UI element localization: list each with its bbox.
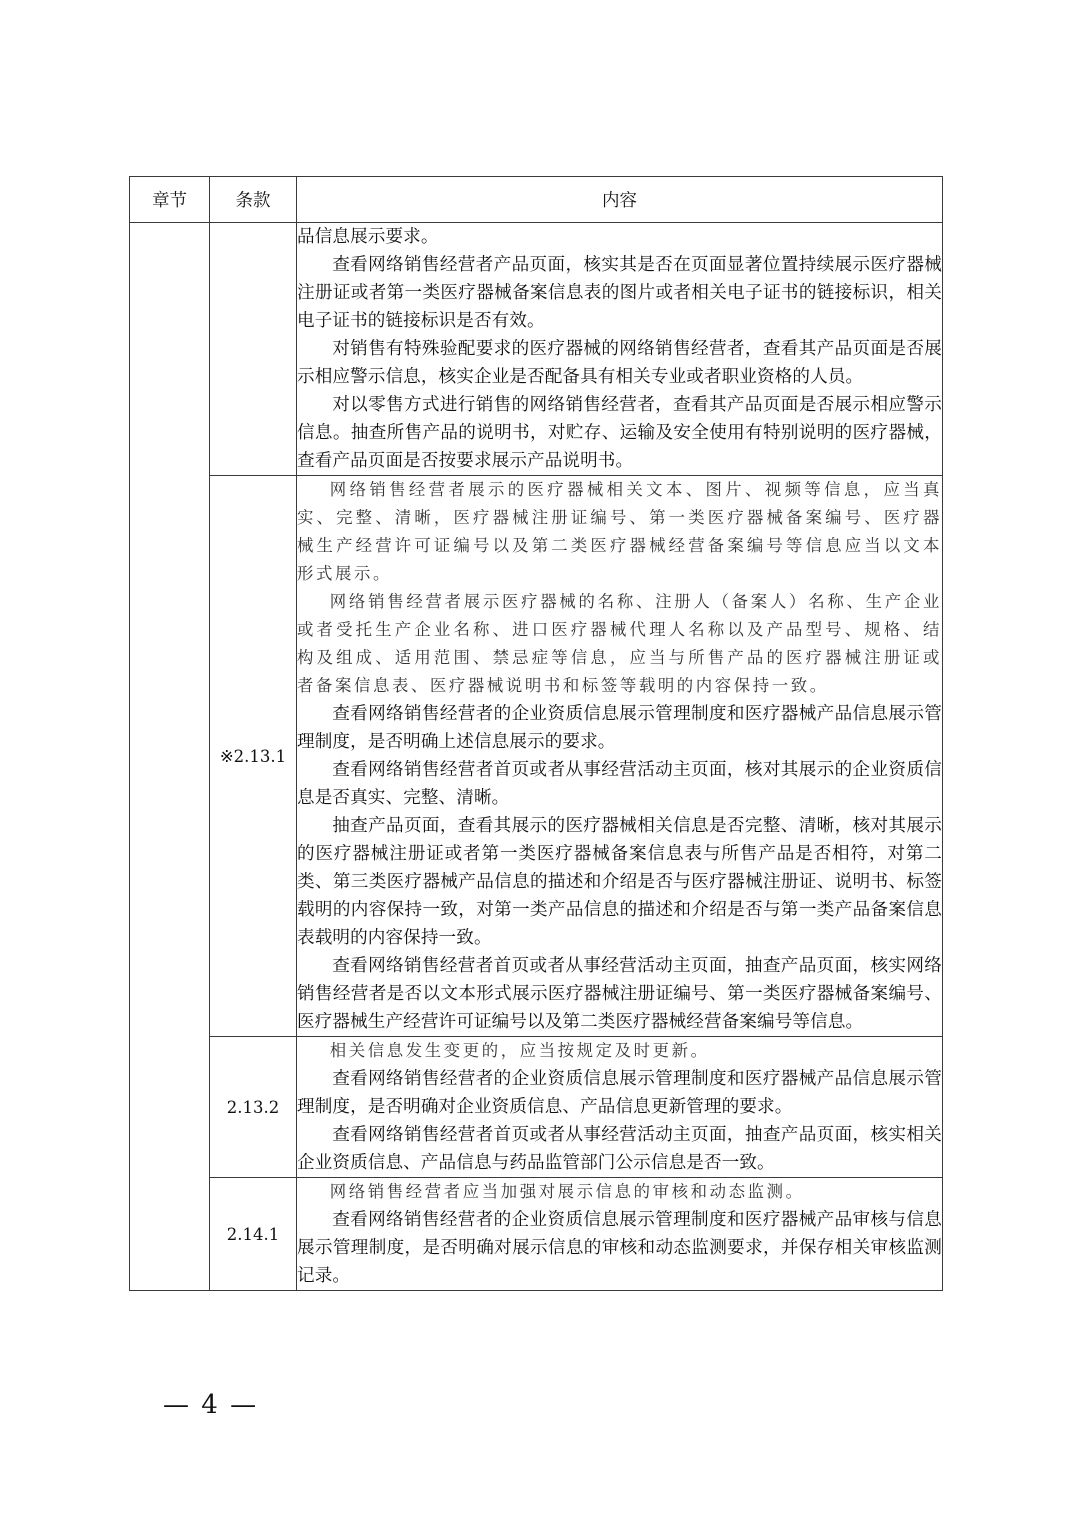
table-row — [130, 1178, 943, 1291]
requirement-paragraph: 网络销售经营者展示的医疗器械相关文本、图片、视频等信息，应当真实、完整、清晰，医疗器械注册证编号、第一类医疗器械备案编号、医疗器械生产经营许可证编号以及第二类医疗器械经营备案编号等信息应当以文本形式展示。 — [297, 480, 942, 583]
inspection-paragraph: 抽查产品页面，查看其展示的医疗器械相关信息是否完整、清晰，核对其展示的医疗器械注册证或者第一类医疗器械备案信息表与所售产品是否相符，对第二类、第三类医疗器械产品信息的描述和介绍是否与医疗器械注册证、说明书、标签载明的内容保持一致，对第一类产品信息的描述和介绍是否与第一类产品备案信息表载明的内容保持一致。 — [297, 816, 942, 948]
clause-cell: 2.13.2 — [210, 1037, 297, 1178]
clause-cell: 2.14.1 — [210, 1178, 297, 1291]
chapter-cell — [130, 223, 210, 1291]
header-chapter: 章节 — [130, 177, 210, 223]
table-header-row — [130, 177, 943, 223]
table-body — [130, 223, 943, 1291]
inspection-paragraph: 查看网络销售经营者首页或者从事经营活动主页面，抽查产品页面，核实网络销售经营者是否以文本形式展示医疗器械注册证编号、第一类医疗器械备案编号、医疗器械生产经营许可证编号以及第二类医疗器械经营备案编号等信息。 — [297, 956, 942, 1032]
clause-cell: ※2.13.1 — [210, 476, 297, 1037]
content-cell — [297, 1178, 943, 1291]
content-cell — [297, 476, 943, 1037]
inspection-paragraph: 对销售有特殊验配要求的医疗器械的网络销售经营者，查看其产品页面是否展示相应警示信息，核实企业是否配备具有相关专业或者职业资格的人员。 — [297, 339, 942, 387]
table-row — [130, 1037, 943, 1178]
inspection-paragraph: 对以零售方式进行销售的网络销售经营者，查看其产品页面是否展示相应警示信息。抽查所售产品的说明书，对贮存、运输及安全使用有特别说明的医疗器械，查看产品页面是否按要求展示产品说明书。 — [297, 395, 942, 471]
header-clause: 条款 — [210, 177, 297, 223]
header-content: 内容 — [297, 177, 943, 223]
requirement-paragraph: 网络销售经营者展示医疗器械的名称、注册人（备案人）名称、生产企业或者受托生产企业名称、进口医疗器械代理人名称以及产品型号、规格、结构及组成、适用范围、禁忌症等信息，应当与所售产品的医疗器械注册证或者备案信息表、医疗器械说明书和标签等载明的内容保持一致。 — [297, 592, 942, 695]
requirement-paragraph: 网络销售经营者应当加强对展示信息的审核和动态监测。 — [329, 1182, 805, 1201]
table-row — [130, 476, 943, 1037]
inspection-paragraph: 查看网络销售经营者首页或者从事经营活动主页面，核对其展示的企业资质信息是否真实、完整、清晰。 — [297, 760, 942, 808]
requirement-paragraph: 相关信息发生变更的，应当按规定及时更新。 — [329, 1041, 710, 1060]
table-row — [130, 223, 943, 476]
inspection-paragraph: 查看网络销售经营者的企业资质信息展示管理制度和医疗器械产品信息展示管理制度，是否明确对企业资质信息、产品信息更新管理的要求。 — [297, 1069, 942, 1117]
content-cell — [297, 1037, 943, 1178]
inspection-table — [129, 176, 943, 1291]
inspection-paragraph: 查看网络销售经营者的企业资质信息展示管理制度和医疗器械产品信息展示管理制度，是否明确上述信息展示的要求。 — [297, 704, 942, 752]
inspection-paragraph: 品信息展示要求。 — [297, 227, 439, 247]
inspection-paragraph: 查看网络销售经营者产品页面，核实其是否在页面显著位置持续展示医疗器械注册证或者第一类医疗器械备案信息表的图片或者相关电子证书的链接标识，相关电子证书的链接标识是否有效。 — [297, 255, 942, 331]
page-number: — 4 — — [163, 1390, 259, 1420]
inspection-paragraph: 查看网络销售经营者的企业资质信息展示管理制度和医疗器械产品审核与信息展示管理制度，是否明确对展示信息的审核和动态监测要求，并保存相关审核监测记录。 — [297, 1210, 942, 1286]
content-cell — [297, 223, 943, 476]
clause-cell — [210, 223, 297, 476]
inspection-paragraph: 查看网络销售经营者首页或者从事经营活动主页面，抽查产品页面，核实相关企业资质信息、产品信息与药品监管部门公示信息是否一致。 — [297, 1125, 942, 1173]
